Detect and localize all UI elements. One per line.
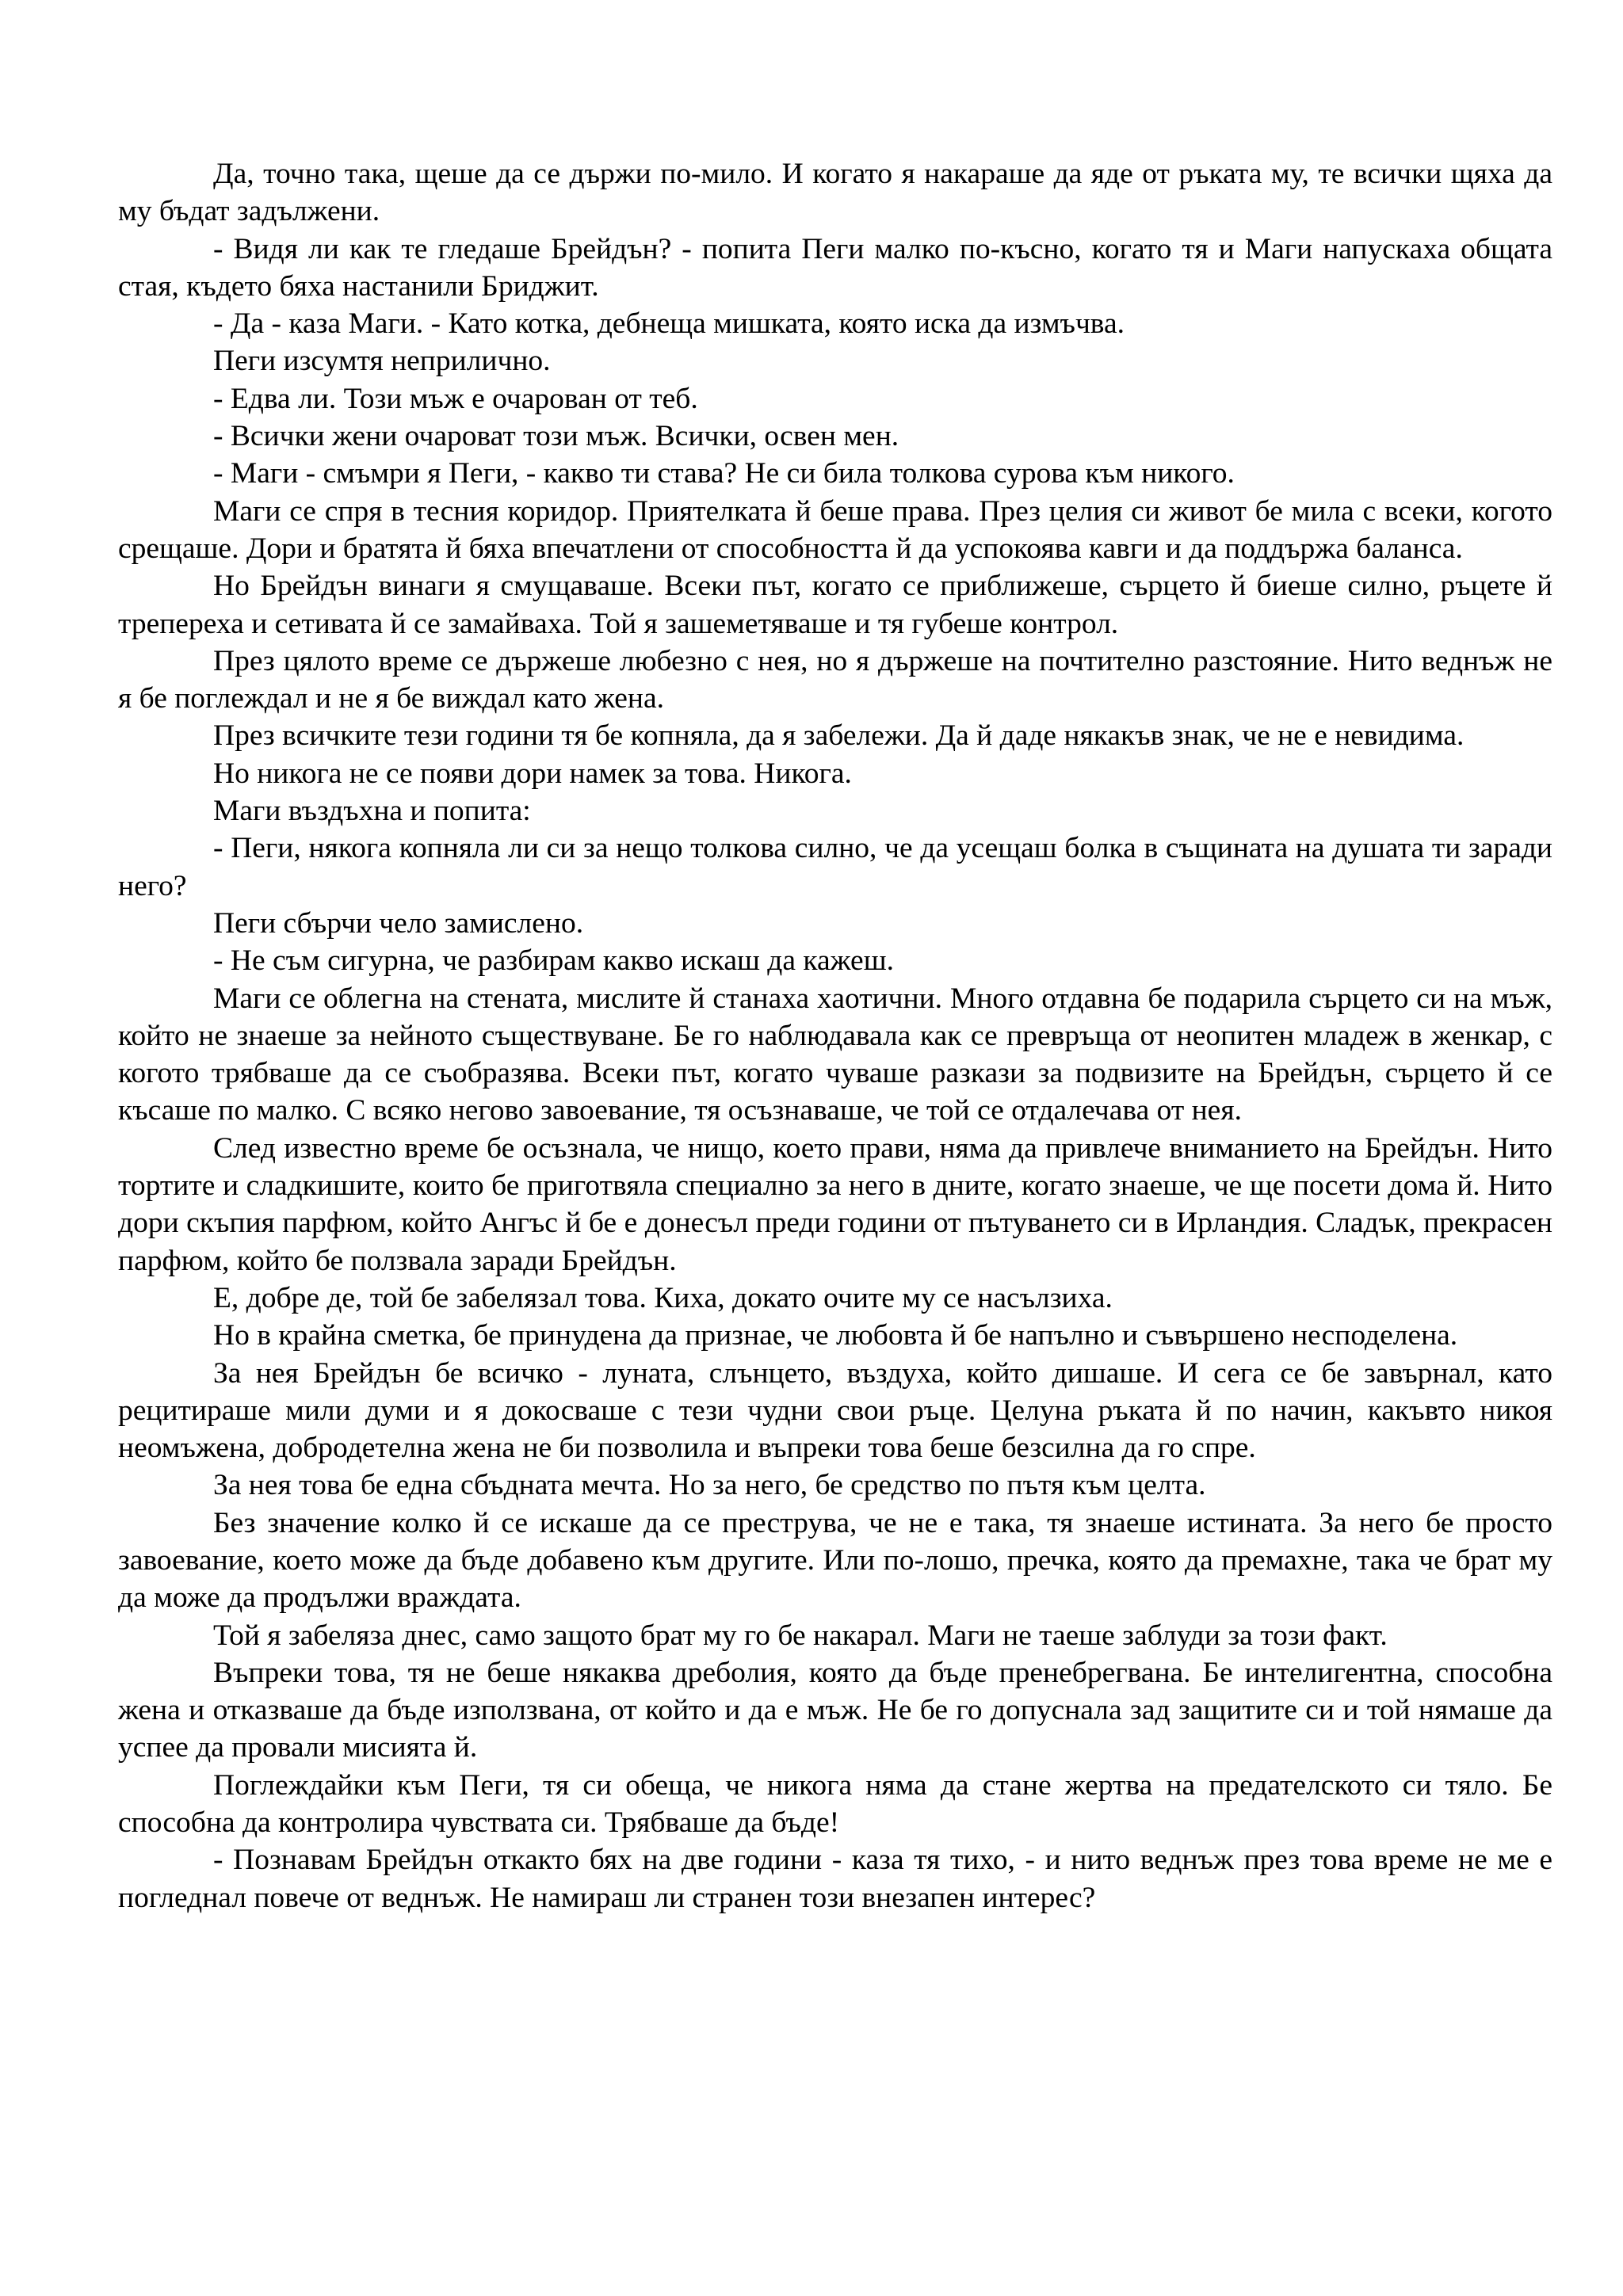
paragraph-7: - Маги - смъмри я Пеги, - какво ти става? Не си била толкова сурова към никого.: [213, 457, 1235, 490]
paragraph-23: Без значение колко й се искаше да се преструва, че не е така, тя знаеше истината. За него бе просто завоевание, което може да бъде добавено към другите. Или по-лошо, пречка, която да премахне, така че брат му да може да продължи враждата.: [118, 1506, 1552, 1615]
paragraph-13: Маги въздъхна и попита:: [213, 795, 531, 828]
paragraph-19: Е, добре де, той бе забелязал това. Киха, докато очите му се насълзиха.: [213, 1281, 1113, 1314]
paragraph-12: Но никога не се появи дори намек за това. Никога.: [213, 757, 852, 790]
paragraph-25: Въпреки това, тя не беше някаква дреболия, която да бъде пренебрегвана. Бе интелигентна, способна жена и отказваше да бъде използвана, от който и да е мъж. Не бе го допуснала зад защитите си и той нямаше да успее да провали мисията й.: [118, 1656, 1552, 1764]
paragraph-21: За нея Брейдън бе всичко - луната, слънцето, въздуха, който дишаше. И сега се бе завърнал, като рецитираше мили думи и я докосваше с тези чудни свои ръце. Целуна ръката й по начин, какъвто никоя неомъжена, добродетелна жена не би позволила и въпреки това беше безсилна да го спре.: [118, 1356, 1552, 1465]
paragraph-6: - Всички жени очароват този мъж. Всички, освен мен.: [213, 420, 899, 453]
paragraph-10: През цялото време се държеше любезно с нея, но я държеше на почтително разстояние. Нито веднъж не я бе поглеждал и не я бе виждал като жена.: [118, 644, 1552, 715]
paragraph-26: Поглеждайки към Пеги, тя си обеща, че никога няма да стане жертва на предателското си тяло. Бе способна да контролира чувствата си. Трябваше да бъде!: [118, 1768, 1552, 1840]
paragraph-17: Маги се облегна на стената, мислите й станаха хаотични. Много отдавна бе подарила сърцето си на мъж, който не знаеше за нейното съществуване. Бе го наблюдавала как се превръща от неопитен младеж в женкар, с когото трябваше да се съобразява. Всеки път, когато чуваше разкази за подвизите на Брейдън, сърцето й се късаше по малко. С всяко негово завоевание, тя осъзнаваше, че той се отдалечава от нея.: [118, 982, 1552, 1127]
paragraph-4: Пеги изсумтя неприлично.: [213, 345, 551, 378]
document-page: [118, 155, 1552, 1917]
paragraph-22: За нея това бе една сбъдната мечта. Но за него, бе средство по пътя към целта.: [213, 1469, 1206, 1502]
paragraph-2: - Видя ли как те гледаше Брейдън? - попита Пеги малко по-късно, когато тя и Маги напускаха общата стая, където бяха настанили Бриджит.: [118, 232, 1552, 303]
paragraph-20: Но в крайна сметка, бе принудена да признае, че любовта й бе напълно и съвършено несподелена.: [213, 1319, 1458, 1352]
paragraph-5: - Едва ли. Този мъж е очарован от теб.: [213, 382, 698, 415]
paragraph-1: Да, точно така, щеше да се държи по-мило. И когато я накараше да яде от ръката му, те всички щяха да му бъдат задължени.: [118, 158, 1552, 228]
paragraph-3: - Да - каза Маги. - Като котка, дебнеща мишката, която иска да измъчва.: [213, 307, 1125, 341]
paragraph-18: След известно време бе осъзнала, че нищо, което прави, няма да привлече вниманието на Брейдън. Нито тортите и сладкишите, които бе приготвяла специално за него в дните, когато знаеше, че ще посети дома й. Нито дори скъпия парфюм, който Ангъс й бе е донесъл преди години от пътуването си в Ирландия. Сладък, прекрасен парфюм, който бе ползвала заради Брейдън.: [118, 1131, 1552, 1277]
paragraph-15: Пеги сбърчи чело замислено.: [213, 906, 584, 940]
paragraph-24: Той я забеляза днес, само защото брат му го бе накарал. Маги не таеше заблуди за този факт.: [213, 1619, 1388, 1652]
paragraph-11: През всичките тези години тя бе копняла, да я забележи. Да й даде някакъв знак, че не е невидима.: [213, 719, 1465, 753]
paragraph-9: Но Брейдън винаги я смущаваше. Всеки път, когато се приближеше, сърцето й биеше силно, ръцете й трепереха и сетивата й се замайваха. Той я зашеметяваше и тя губеше контрол.: [118, 570, 1552, 640]
paragraph-27: - Познавам Брейдън откакто бях на две години - каза тя тихо, - и нито веднъж през това време не ме е погледнал повече от веднъж. Не намираш ли странен този внезапен интерес?: [118, 1844, 1552, 1914]
paragraph-8: Маги се спря в тесния коридор. Приятелката й беше права. През целия си живот бе мила с всеки, когото срещаше. Дори и братята й бяха впечатлени от способността й да успокоява кавги и да поддържа баланса.: [118, 494, 1552, 565]
paragraph-16: - Не съм сигурна, че разбирам какво искаш да кажеш.: [213, 944, 894, 978]
paragraph-14: - Пеги, някога копняла ли си за нещо толкова силно, че да усещаш болка в същината на душата ти заради него?: [118, 832, 1552, 902]
